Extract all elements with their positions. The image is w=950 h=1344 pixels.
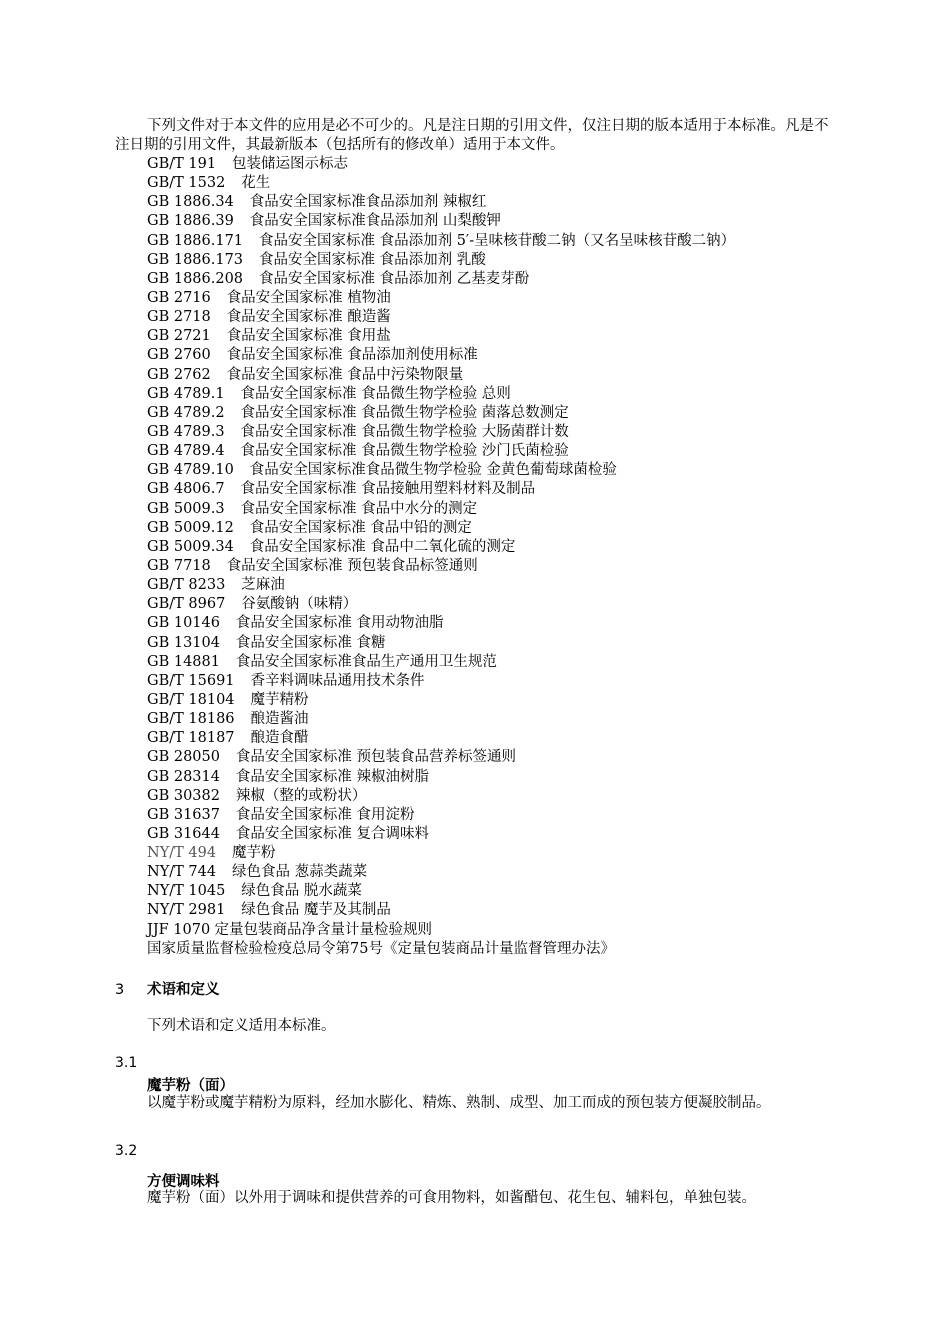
reference-code: GB 13104 (147, 634, 220, 651)
reference-code: GB 2718 (147, 309, 211, 326)
section-title: 术语和定义 (147, 982, 220, 998)
reference-item (147, 691, 735, 710)
reference-code: GB 4789.1 (147, 385, 225, 402)
reference-title: 食品安全国家标准 食品中污染物限量 (226, 366, 464, 383)
reference-item (147, 882, 735, 901)
reference-title: 食品安全国家标准 辣椒油树脂 (235, 768, 430, 785)
reference-item (147, 385, 735, 404)
reference-item (147, 461, 735, 480)
reference-title: 魔芋粉 (232, 845, 276, 862)
reference-item (147, 576, 735, 595)
reference-title: 食品安全国家标准 食品微生物学检验 沙门氏菌检验 (240, 443, 569, 460)
reference-code: GB 1886.208 (147, 270, 244, 287)
reference-title: 食品安全国家标准 食品添加剂 乙基麦芽酚 (258, 270, 530, 287)
reference-item (147, 442, 735, 461)
reference-title: 食品安全国家标准食品生产通用卫生规范 (235, 653, 497, 670)
reference-title: 国家质量监督检验检疫总局令第75号《定量包装商品计量监督管理办法》 (147, 940, 615, 957)
reference-code: GB 4806.7 (147, 481, 225, 498)
reference-item (147, 519, 735, 538)
reference-title: 谷氨酸钠（味精） (241, 596, 358, 613)
reference-title: 食品安全国家标准 食品添加剂 乳酸 (258, 251, 486, 268)
reference-item (147, 423, 735, 442)
reference-code: GB/T 8967 (147, 596, 226, 613)
reference-title: 食品安全国家标准 食品添加剂使用标准 (226, 347, 478, 364)
reference-item (147, 308, 735, 327)
reference-code: GB/T 1532 (147, 175, 226, 192)
reference-item (147, 193, 735, 212)
reference-title: 食品安全国家标准 食糖 (235, 634, 386, 651)
reference-title: 香辛料调味品通用技术条件 (250, 672, 425, 689)
section-number: 3 (115, 982, 125, 998)
reference-item (147, 557, 735, 576)
reference-item (147, 653, 735, 672)
reference-item (147, 595, 735, 614)
reference-code: JJF 1070 (147, 921, 211, 938)
reference-code: NY/T 2981 (147, 902, 226, 919)
reference-item (147, 155, 735, 174)
reference-title: 食品安全国家标准 食用淀粉 (235, 806, 415, 823)
reference-title: 辣椒（整的或粉状） (235, 787, 367, 804)
reference-item (147, 787, 735, 806)
reference-title: 食品安全国家标准食品添加剂 山梨酸钾 (249, 213, 501, 230)
reference-title: 定量包装商品净含量计量检验规则 (214, 921, 433, 938)
reference-title: 绿色食品 葱蒜类蔬菜 (232, 864, 368, 881)
reference-title: 食品安全国家标准 食用盐 (226, 328, 391, 345)
reference-code: GB/T 18186 (147, 711, 235, 728)
reference-title: 食品安全国家标准 食品添加剂 5′-呈味核苷酸二钠（又名呈味核苷酸二钠） (258, 232, 736, 249)
reference-code: GB 2762 (147, 366, 211, 383)
reference-code: GB 4789.3 (147, 423, 225, 440)
term-name: 方便调味料 (147, 1174, 220, 1190)
reference-item (147, 404, 735, 423)
reference-item (147, 270, 735, 289)
reference-item (147, 672, 735, 691)
reference-title: 绿色食品 魔芋及其制品 (241, 902, 391, 919)
reference-title: 芝麻油 (241, 577, 285, 594)
reference-item (147, 863, 735, 882)
reference-code: GB 28050 (147, 749, 220, 766)
clause-number: 3.2 (115, 1143, 138, 1159)
term-definition: 魔芋粉（面）以外用于调味和提供营养的可食用物料，如酱醋包、花生包、辅料包，单独包装。 (147, 1190, 756, 1206)
reference-code: GB 2760 (147, 347, 211, 364)
section-heading (115, 978, 220, 999)
reference-item (147, 212, 735, 231)
reference-code: GB 4789.2 (147, 404, 225, 421)
reference-code: GB 1886.173 (147, 251, 244, 268)
reference-code: GB 5009.34 (147, 538, 234, 555)
normative-references-list (147, 155, 735, 959)
reference-item (147, 634, 735, 653)
reference-code: GB 31637 (147, 806, 220, 823)
reference-item (147, 346, 735, 365)
reference-code: GB 28314 (147, 768, 220, 785)
reference-code: GB 4789.4 (147, 443, 225, 460)
reference-item (147, 901, 735, 920)
reference-code: NY/T 744 (147, 864, 217, 881)
reference-title: 食品安全国家标准 食品中二氧化硫的测定 (249, 538, 516, 555)
reference-title: 绿色食品 脱水蔬菜 (241, 883, 362, 900)
reference-code: GB 4789.10 (147, 462, 234, 479)
reference-title: 酿造食醋 (250, 730, 309, 747)
reference-item (147, 538, 735, 557)
reference-title: 食品安全国家标准 预包装食品标签通则 (226, 557, 478, 574)
reference-item (147, 366, 735, 385)
reference-item (147, 806, 735, 825)
reference-title: 食品安全国家标准 食品中铅的测定 (249, 519, 472, 536)
reference-code: GB 31644 (147, 825, 220, 842)
reference-title: 花生 (241, 175, 271, 192)
reference-item (147, 748, 735, 767)
reference-item (147, 921, 735, 940)
term-definition: 以魔芋粉或魔芋精粉为原料，经加水膨化、精炼、熟制、成型、加工而成的预包装方便凝胶制品。 (147, 1095, 771, 1111)
reference-item (147, 327, 735, 346)
reference-title: 食品安全国家标准食品微生物学检验 金黄色葡萄球菌检验 (249, 462, 617, 479)
reference-title: 食品安全国家标准 食品微生物学检验 菌落总数测定 (240, 404, 569, 421)
clause-number: 3.1 (115, 1055, 138, 1071)
reference-title: 魔芋精粉 (250, 691, 309, 708)
reference-code: GB 7718 (147, 557, 211, 574)
reference-title: 食品安全国家标准 食品微生物学检验 大肠菌群计数 (240, 423, 569, 440)
reference-title: 食品安全国家标准 复合调味料 (235, 825, 430, 842)
reference-title: 食品安全国家标准 食品接触用塑料材料及制品 (240, 481, 536, 498)
reference-title: 酿造酱油 (250, 711, 309, 728)
reference-item (147, 729, 735, 748)
reference-code: GB/T 18187 (147, 730, 235, 747)
reference-code: GB 1886.34 (147, 194, 234, 211)
reference-title: 食品安全国家标准 食用动物油脂 (235, 615, 444, 632)
reference-item (147, 940, 735, 959)
reference-item (147, 710, 735, 729)
reference-code: GB/T 18104 (147, 691, 235, 708)
reference-item (147, 825, 735, 844)
reference-title: 包装储运图示标志 (232, 156, 349, 172)
reference-code: NY/T 494 (147, 845, 217, 862)
section-intro: 下列术语和定义适用本标准。 (147, 1018, 336, 1034)
reference-code: GB 30382 (147, 787, 220, 804)
reference-code: GB 10146 (147, 615, 220, 632)
reference-code: GB 5009.3 (147, 500, 225, 517)
reference-code: GB 1886.171 (147, 232, 244, 249)
reference-item (147, 251, 735, 270)
reference-item (147, 844, 735, 863)
reference-code: NY/T 1045 (147, 883, 226, 900)
reference-title: 食品安全国家标准食品添加剂 辣椒红 (249, 194, 487, 211)
reference-item (147, 480, 735, 499)
reference-code: GB 2721 (147, 328, 211, 345)
references-intro: 下列文件对于本文件的应用是必不可少的。凡是注日期的引用文件，仅注日期的版本适用于本标准。凡是不注日期的引用文件，其最新版本（包括所有的修改单）适用于本文件。 (115, 118, 829, 153)
reference-item (147, 289, 735, 308)
reference-code: GB 2716 (147, 289, 211, 306)
reference-title: 食品安全国家标准 植物油 (226, 289, 391, 306)
reference-code: GB/T 15691 (147, 672, 235, 689)
reference-item (147, 232, 735, 251)
reference-code: GB/T 8233 (147, 577, 226, 594)
reference-code: GB 14881 (147, 653, 220, 670)
reference-item (147, 174, 735, 193)
reference-item (147, 768, 735, 787)
reference-title: 食品安全国家标准 食品微生物学检验 总则 (240, 385, 511, 402)
reference-code: GB 1886.39 (147, 213, 234, 230)
reference-item (147, 614, 735, 633)
reference-title: 食品安全国家标准 食品中水分的测定 (240, 500, 478, 517)
reference-item (147, 500, 735, 519)
reference-code: GB 5009.12 (147, 519, 234, 536)
reference-code: GB/T 191 (147, 156, 217, 172)
reference-title: 食品安全国家标准 酿造酱 (226, 309, 391, 326)
reference-title: 食品安全国家标准 预包装食品营养标签通则 (235, 749, 517, 766)
term-name: 魔芋粉（面） (147, 1078, 234, 1094)
